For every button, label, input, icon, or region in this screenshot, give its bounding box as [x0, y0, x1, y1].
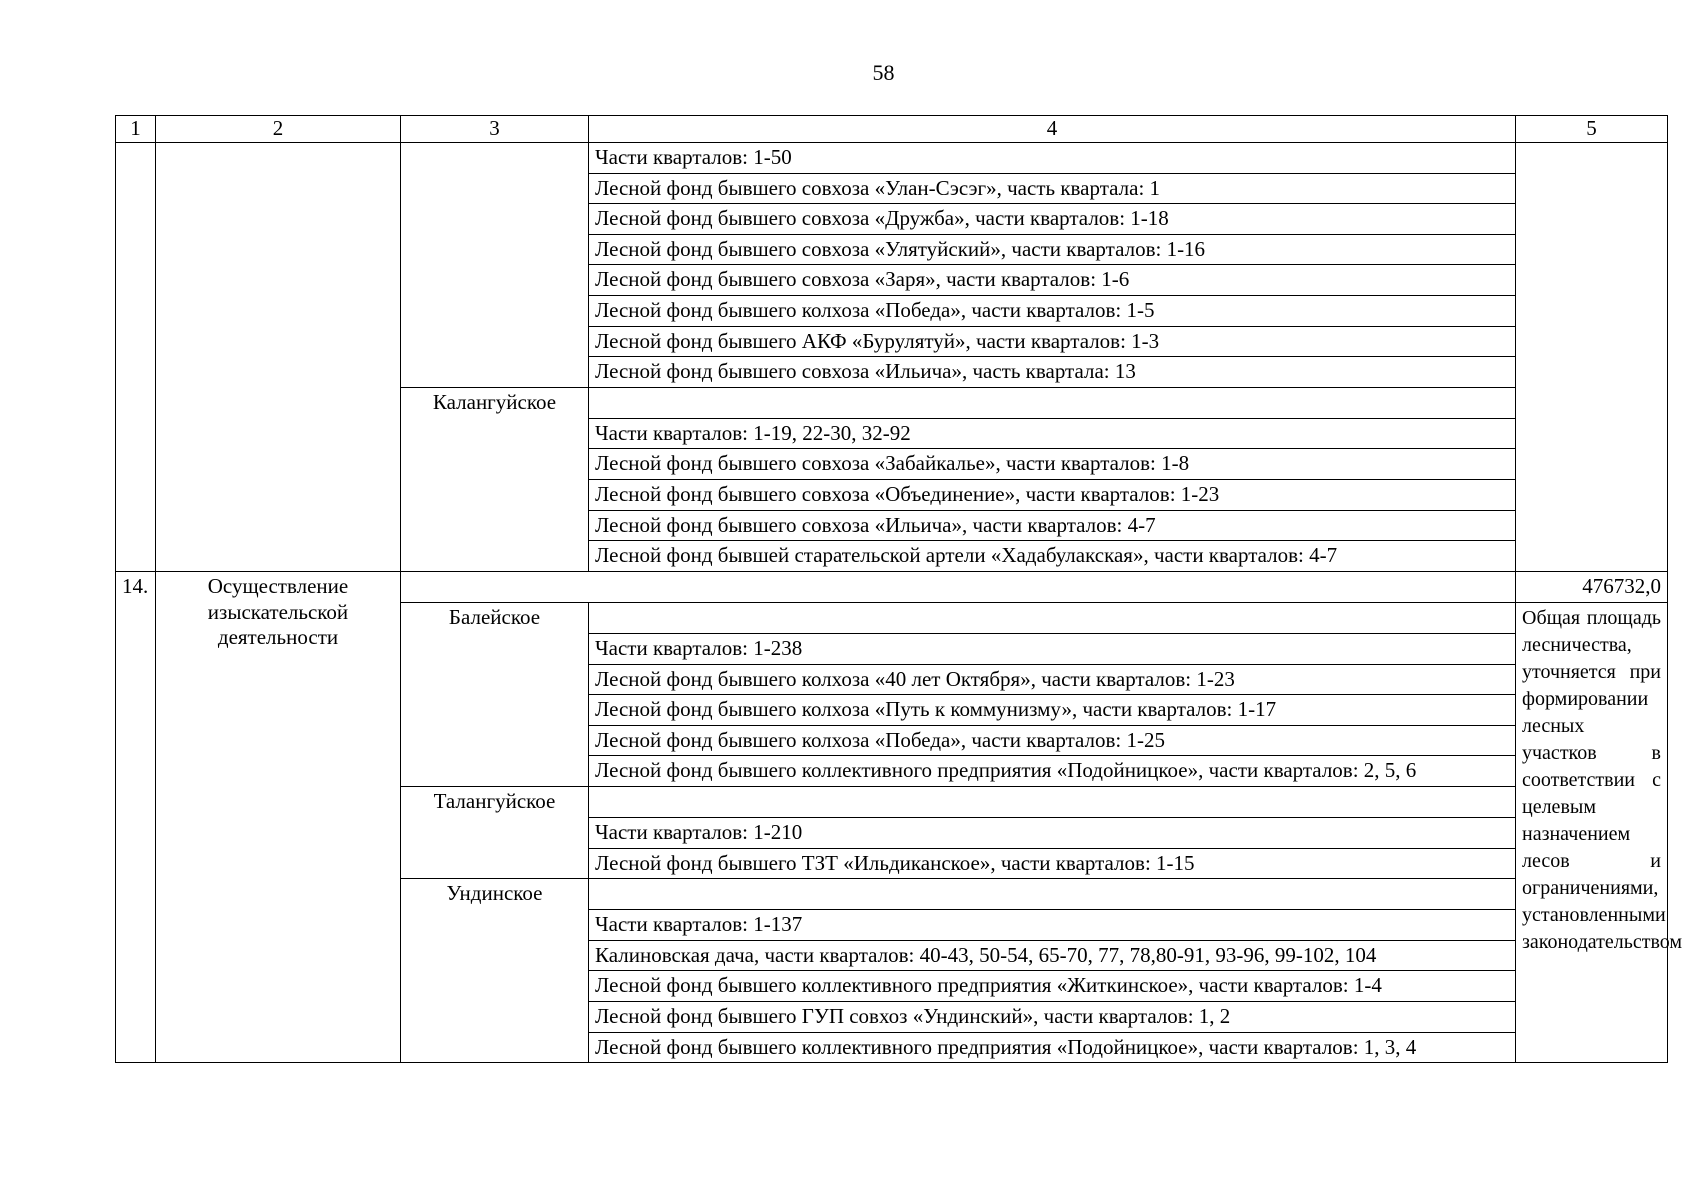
forestry-table [115, 115, 1683, 1063]
header-col-1: 1 [116, 116, 156, 143]
forest-part: Лесной фонд бывшего ТЗТ «Ильдиканское», части кварталов: 1-15 [589, 848, 1516, 879]
forest-part: Лесной фонд бывшего совхоза «Забайкалье», части кварталов: 1-8 [589, 449, 1516, 480]
forest-part: Лесной фонд бывшего коллективного предприятия «Подойницкое», части кварталов: 2, 5, 6 [589, 756, 1516, 787]
header-col-5: 5 [1516, 116, 1668, 143]
header-col-4: 4 [589, 116, 1516, 143]
forest-part: Лесной фонд бывшего совхоза «Объединение», части кварталов: 1-23 [589, 480, 1516, 511]
forest-part: Лесной фонд бывшего совхоза «Ильича», часть квартала: 13 [589, 357, 1516, 388]
forest-part: Части кварталов: 1-210 [589, 817, 1516, 848]
forest-part: Части кварталов: 1-137 [589, 910, 1516, 941]
cont-number-cell [116, 143, 156, 572]
row-number: 14. [116, 571, 156, 1062]
forest-part: Лесной фонд бывшего колхоза «Победа», части кварталов: 1-5 [589, 296, 1516, 327]
forest-part: Лесной фонд бывшего колхоза «Путь к коммунизму», части кварталов: 1-17 [589, 695, 1516, 726]
forest-part: Лесной фонд бывшего колхоза «Победа», части кварталов: 1-25 [589, 725, 1516, 756]
forest-part-blank [589, 786, 1516, 817]
activity-name: Осуществление изыскательской деятельности [156, 571, 401, 1062]
area-label-cell [401, 571, 1516, 602]
forest-part: Лесной фонд бывшего совхоза «Дружба», части кварталов: 1-18 [589, 204, 1516, 235]
page-number: 58 [872, 60, 895, 85]
forest-part: Лесной фонд бывшего ГУП совхоз «Ундинский», части кварталов: 1, 2 [589, 1002, 1516, 1033]
forest-part: Лесной фонд бывшего коллективного предприятия «Подойницкое», части кварталов: 1, 3, 4 [589, 1032, 1516, 1063]
forest-part: Лесной фонд бывшего колхоза «40 лет Октября», части кварталов: 1-23 [589, 664, 1516, 695]
forest-part-blank [589, 387, 1516, 418]
forest-part: Лесной фонд бывшей старательской артели «Хадабулакская», части кварталов: 4-7 [589, 541, 1516, 572]
forest-part: Калиновская дача, части кварталов: 40-43, 50-54, 65-70, 77, 78,80-91, 93-96, 99-102, 104 [589, 940, 1516, 971]
cont-note-cell [1516, 143, 1668, 572]
forest-part: Части кварталов: 1-19, 22-30, 32-92 [589, 418, 1516, 449]
cont-activity-cell [156, 143, 401, 572]
forest-part: Части кварталов: 1-238 [589, 633, 1516, 664]
forest-part: Лесной фонд бывшего совхоза «Улятуйский», части кварталов: 1-16 [589, 234, 1516, 265]
forest-part: Лесной фонд бывшего совхоза «Заря», части кварталов: 1-6 [589, 265, 1516, 296]
forest-part: Лесной фонд бывшего совхоза «Улан-Сэсэг», часть квартала: 1 [589, 173, 1516, 204]
table-row [116, 143, 1668, 174]
forest-part: Части кварталов: 1-50 [589, 143, 1516, 174]
forest-part-blank [589, 602, 1516, 633]
forest-part: Лесной фонд бывшего коллективного предприятия «Житкинское», части кварталов: 1-4 [589, 971, 1516, 1002]
header-row [116, 116, 1668, 143]
area-note: Общая площадь лесничества, уточняется при формировании лесных участков в соответствии с целевым назначением лесов и ограничениями, установленными законодательством [1516, 602, 1668, 1062]
forest-part: Лесной фонд бывшего совхоза «Ильича», части кварталов: 4-7 [589, 510, 1516, 541]
header-col-3: 3 [401, 116, 589, 143]
district-baley: Балейское [401, 602, 589, 786]
district-kalanguy: Калангуйское [401, 387, 589, 571]
district-talanguy: Талангуйское [401, 786, 589, 878]
header-col-2: 2 [156, 116, 401, 143]
area-value: 476732,0 [1516, 571, 1668, 602]
cont-district-cell [401, 143, 589, 388]
forest-part-blank [589, 879, 1516, 910]
district-undin: Ундинское [401, 879, 589, 1063]
forest-part: Лесной фонд бывшего АКФ «Бурулятуй», части кварталов: 1-3 [589, 326, 1516, 357]
table-row [116, 571, 1668, 602]
